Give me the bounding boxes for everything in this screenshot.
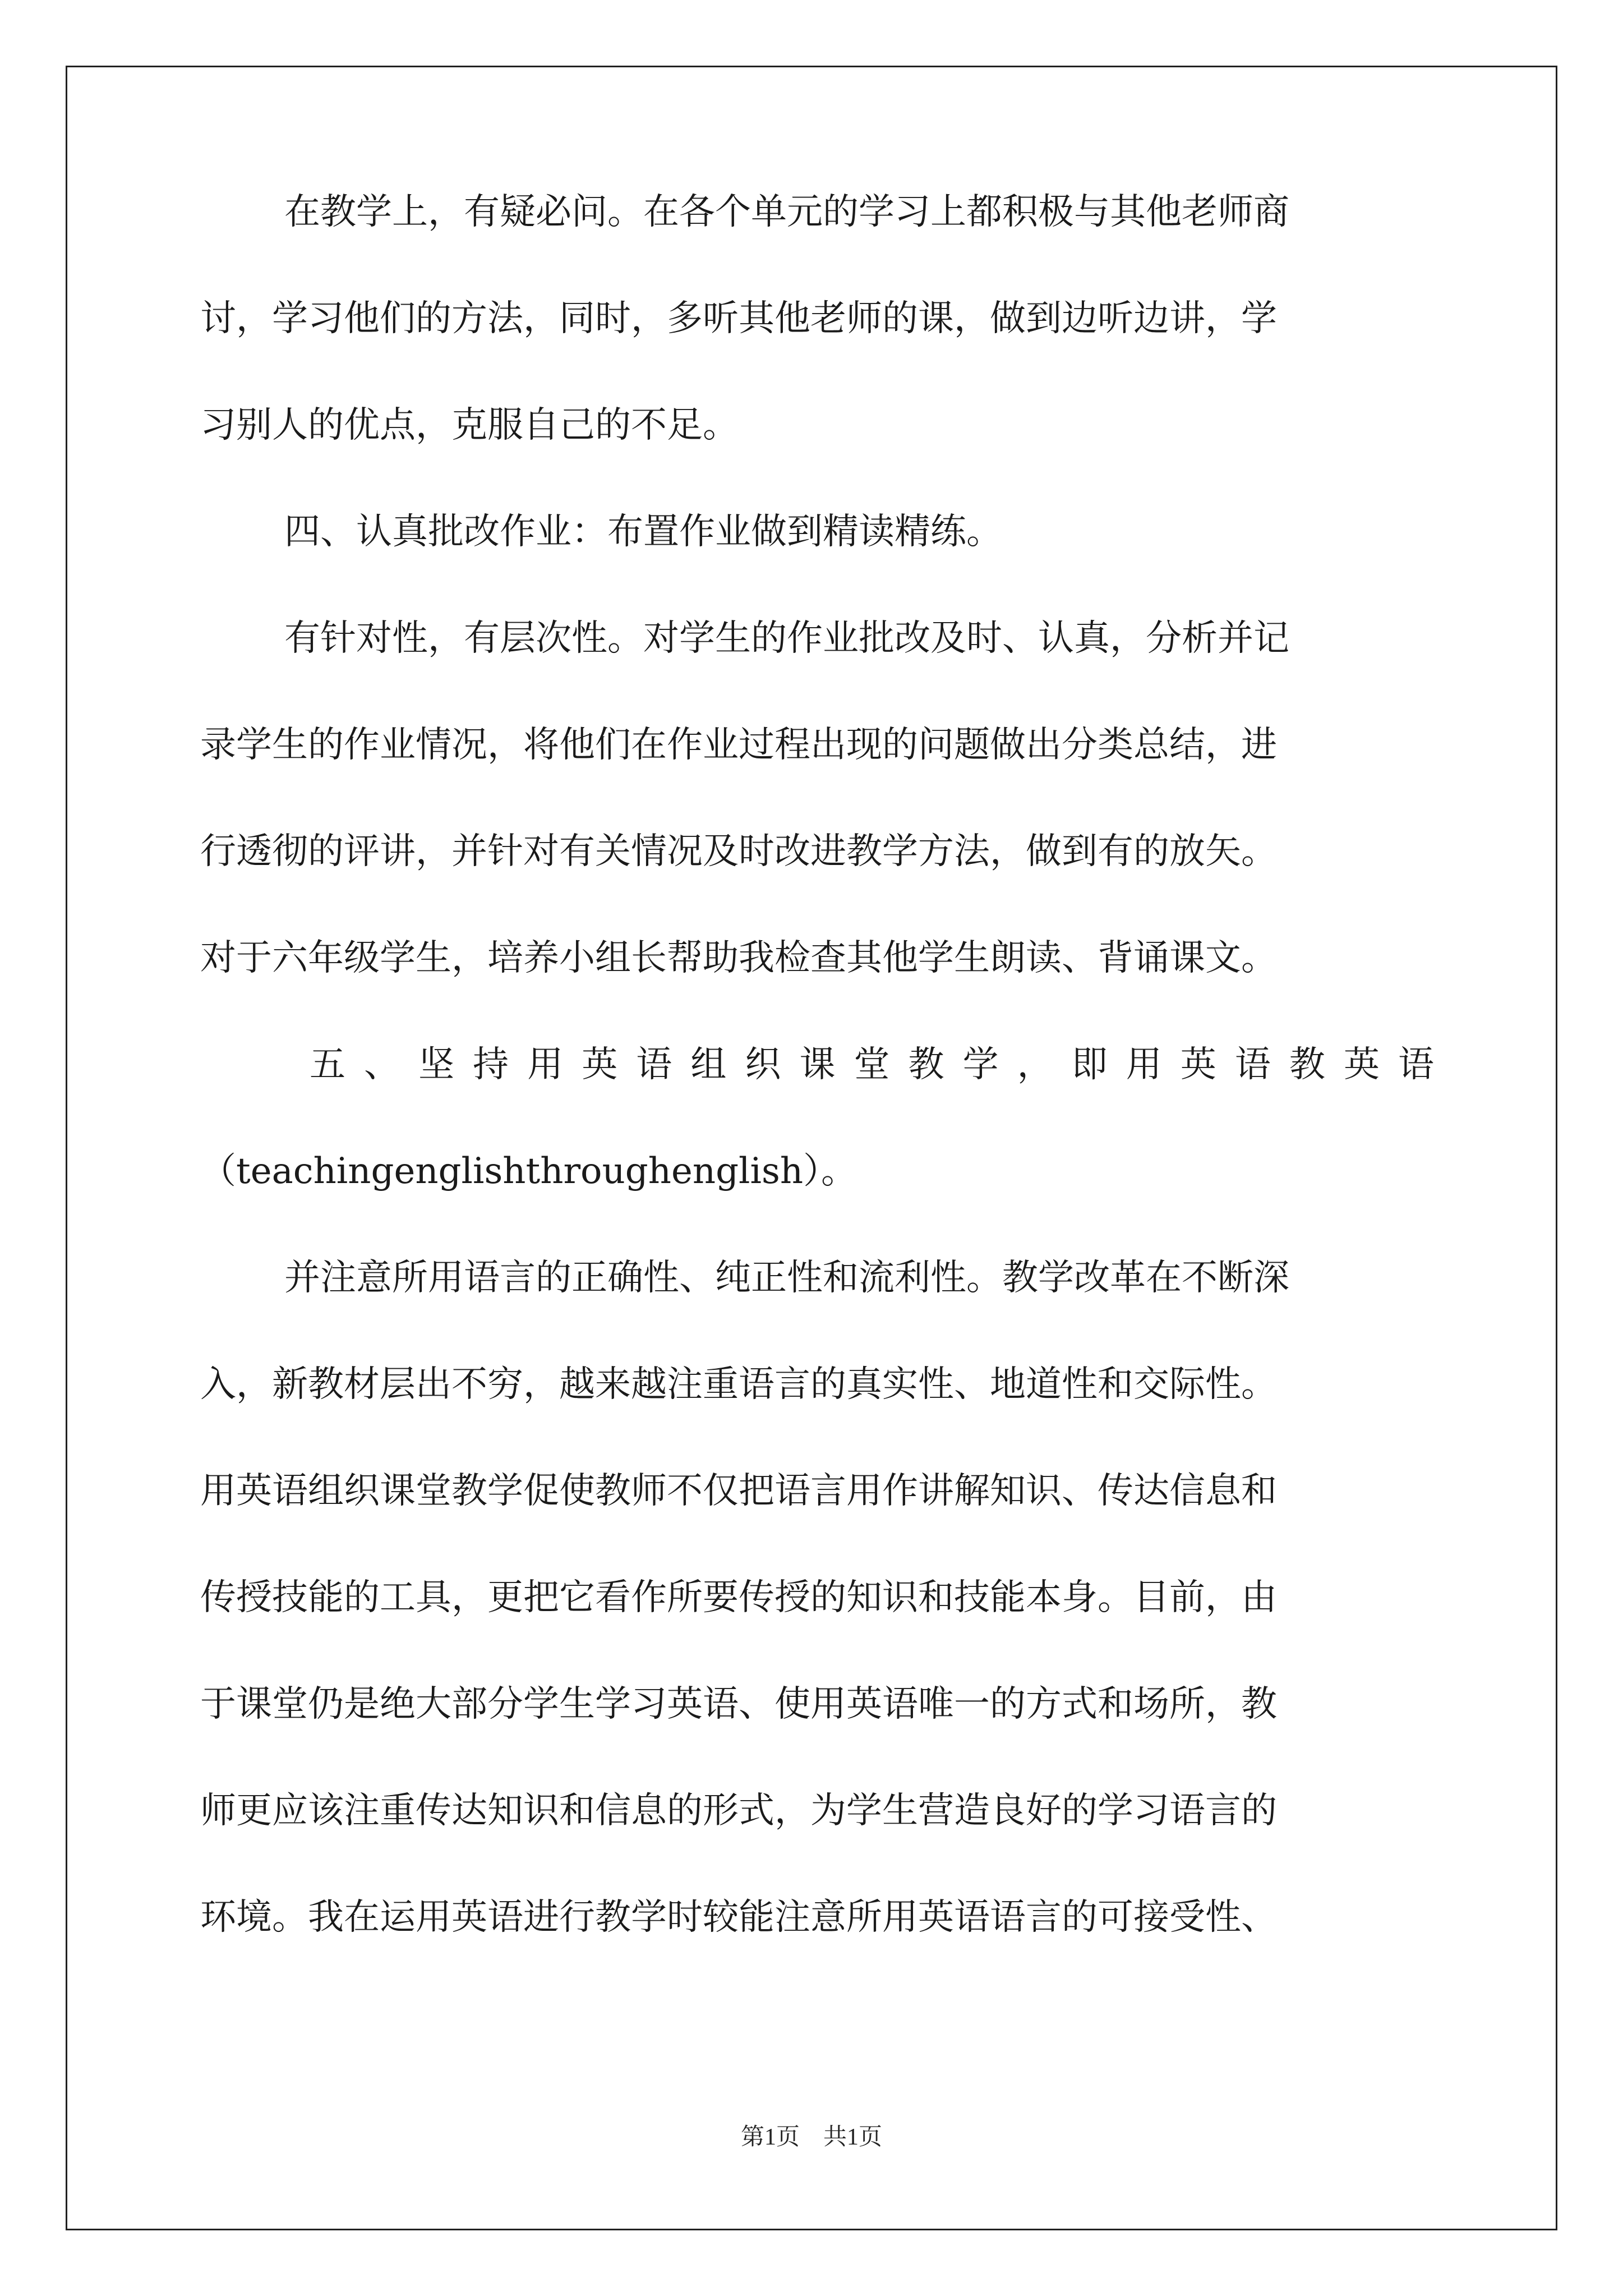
text-line: 用英语组织课堂教学促使教师不仅把语言用作讲解知识、传达信息和 <box>200 1470 1277 1512</box>
text-line: 并注意所用语言的正确性、纯正性和流利性。教学改革在不断深 <box>284 1257 1289 1299</box>
text-line: 行透彻的评讲，并针对有关情况及时改进教学方法，做到有的放矢。 <box>200 831 1277 872</box>
text-line: 师更应该注重传达知识和信息的形式，为学生营造良好的学习语言的 <box>200 1790 1277 1832</box>
text-line: 习别人的优点，克服自己的不足。 <box>200 404 739 446</box>
section-heading-line: 四、认真批改作业：布置作业做到精读精练。 <box>284 511 1002 553</box>
text-line: （teachingenglishthroughenglish）。 <box>200 1151 857 1192</box>
text-line: 入，新教材层出不穷，越来越注重语言的真实性、地道性和交际性。 <box>200 1364 1277 1405</box>
text-line: 传授技能的工具，更把它看作所要传授的知识和技能本身。目前，由 <box>200 1577 1277 1618</box>
text-line: 有针对性，有层次性。对学生的作业批改及时、认真，分析并记 <box>284 618 1289 659</box>
text-line: 环境。我在运用英语进行教学时较能注意所用英语语言的可接受性、 <box>200 1897 1277 1938</box>
text-line: 于课堂仍是绝大部分学生学习英语、使用英语唯一的方式和场所，教 <box>200 1683 1277 1725</box>
page-number: 第1页 共1页 <box>740 2124 882 2150</box>
text-line: 录学生的作业情况，将他们在作业过程出现的问题做出分类总结，进 <box>200 724 1277 766</box>
text-line: 对于六年级学生，培养小组长帮助我检查其他学生朗读、背诵课文。 <box>200 937 1277 979</box>
text-line: 讨，学习他们的方法，同时，多听其他老师的课，做到边听边讲，学 <box>200 298 1277 339</box>
text-line: 在教学上，有疑必问。在各个单元的学习上都积极与其他老师商 <box>284 191 1289 233</box>
section-heading-line: 五、坚持用英语组织课堂教学，即用英语教英语 <box>310 1044 1434 1085</box>
